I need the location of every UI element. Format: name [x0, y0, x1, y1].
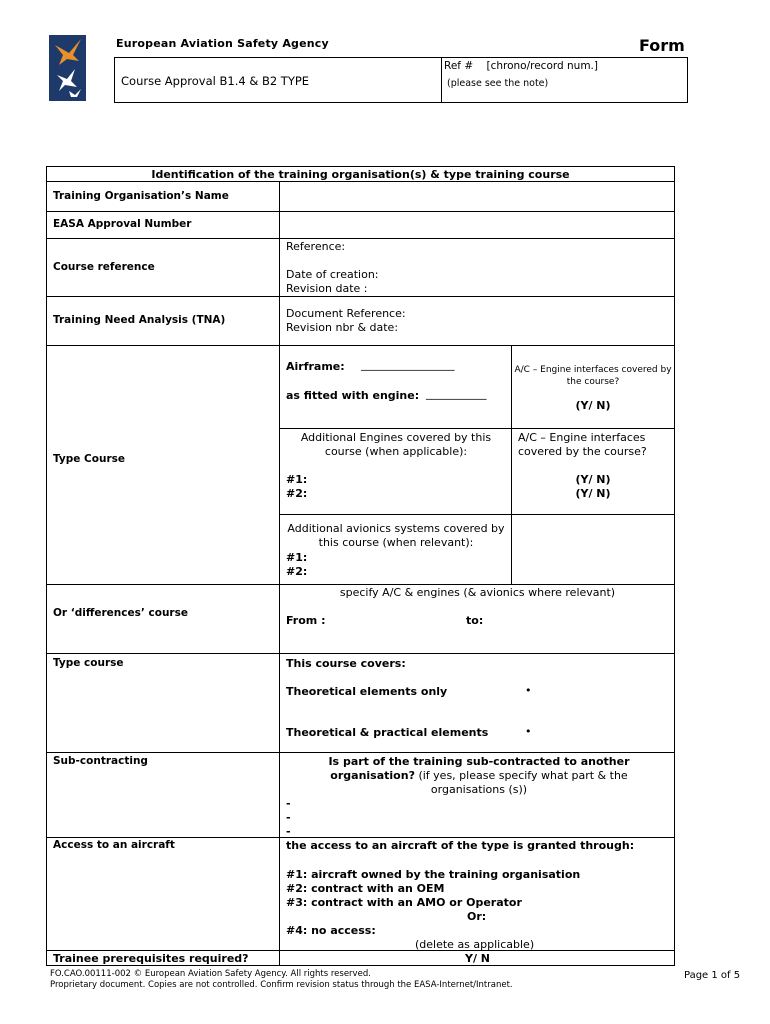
airframe-label: Airframe: — [286, 360, 345, 373]
yn-engine-2[interactable]: (Y/ N) — [575, 487, 611, 500]
header-divider — [441, 57, 442, 103]
label-access: Access to an aircraft — [53, 839, 175, 851]
sub-question-rest: (if yes, please specify what part & the organisations (s)) — [418, 769, 628, 796]
access-option-2[interactable]: #2: contract with an OEM — [286, 882, 445, 895]
course-ref-reference[interactable]: Reference: — [286, 240, 346, 253]
bullet-theo-practical: • — [525, 725, 532, 738]
label-type-course-2: Type course — [53, 657, 124, 669]
bullet-theoretical: • — [525, 684, 532, 697]
engine-field[interactable]: ___________ — [426, 387, 487, 400]
page-number: Page 1 of 5 — [684, 970, 741, 981]
ref-note: (please see the note) — [447, 78, 549, 89]
course-title: Course Approval B1.4 & B2 TYPE — [121, 74, 310, 88]
access-or: Or: — [467, 910, 487, 923]
org-name-field[interactable] — [281, 183, 674, 210]
yn-engine-1[interactable]: (Y/ N) — [575, 473, 611, 486]
label-course-ref: Course reference — [53, 261, 155, 273]
easa-logo — [49, 35, 86, 101]
label-easa-number: EASA Approval Number — [53, 218, 192, 230]
label-differences: Or ‘differences’ course — [53, 607, 188, 619]
add-avionics-label: Additional avionics systems covered by this course (when relevant): — [287, 522, 505, 549]
prereq-yn[interactable]: Y/ N — [464, 952, 491, 965]
sub-question-bold: Is part of the training sub-contracted to another organisation? — [328, 755, 630, 782]
tna-revision[interactable]: Revision nbr & date: — [286, 321, 399, 334]
access-option-1[interactable]: #1: aircraft owned by the training organisation — [286, 868, 581, 881]
label-subcontracting: Sub-contracting — [53, 755, 148, 767]
form-label: Form — [639, 36, 685, 55]
agency-name: European Aviation Safety Agency — [116, 37, 329, 50]
differences-specify: specify A/C & engines (& avionics where relevant) — [339, 586, 616, 599]
access-intro: the access to an aircraft of the type is granted through: — [286, 839, 635, 852]
avionics-2[interactable]: #2: — [286, 565, 308, 578]
footer-copyright: FO.CAO.00111-002 © European Aviation Safety Agency. All rights reserved. — [50, 969, 371, 979]
tna-doc-ref[interactable]: Document Reference: — [286, 307, 406, 320]
easa-number-field[interactable] — [281, 213, 674, 237]
engine-iface-small: A/C – Engine interfaces covered by the course? — [514, 365, 672, 387]
ref-value[interactable]: [chrono/record num.] — [486, 60, 598, 72]
course-ref-revision-date[interactable]: Revision date : — [286, 282, 368, 295]
ref-line — [444, 60, 598, 72]
yn-airframe[interactable]: (Y/ N) — [575, 399, 611, 412]
label-type-course: Type Course — [53, 453, 125, 465]
access-option-3[interactable]: #3: contract with an AMO or Operator — [286, 896, 522, 909]
sub-dash-3[interactable]: - — [286, 825, 291, 838]
ref-label: Ref # — [444, 60, 474, 72]
footer-proprietary: Proprietary document. Copies are not controlled. Confirm revision status through the EASA-Internet/Intranet. — [50, 979, 513, 990]
airframe-field[interactable]: _________________ — [361, 358, 455, 371]
sub-dash-2[interactable]: - — [286, 811, 291, 824]
label-tna: Training Need Analysis (TNA) — [53, 314, 226, 326]
sub-dash-1[interactable]: - — [286, 797, 291, 810]
engine-iface-label: A/C – Engine interfaces covered by the course? — [518, 431, 647, 458]
add-engine-2[interactable]: #2: — [286, 487, 308, 500]
course-ref-date-creation[interactable]: Date of creation: — [286, 268, 379, 281]
differences-to[interactable]: to: — [466, 614, 484, 627]
option-theoretical[interactable]: Theoretical elements only — [286, 685, 448, 698]
access-option-4[interactable]: #4: no access: — [286, 924, 376, 937]
table-title: Identification of the training organisation(s) & type training course — [151, 168, 570, 181]
covers-title: This course covers: — [286, 657, 406, 670]
label-org-name: Training Organisation’s Name — [53, 190, 229, 202]
add-engine-1[interactable]: #1: — [286, 473, 308, 486]
differences-from[interactable]: From : — [286, 614, 326, 627]
access-delete-note: (delete as applicable) — [415, 938, 535, 951]
engine-label: as fitted with engine: — [286, 389, 420, 402]
footer — [50, 969, 513, 990]
label-prereq: Trainee prerequisites required? — [53, 952, 249, 965]
option-theo-practical[interactable]: Theoretical & practical elements — [286, 726, 489, 739]
sub-question — [300, 755, 658, 797]
avionics-1[interactable]: #1: — [286, 551, 308, 564]
add-engines-label: Additional Engines covered by this course (when applicable): — [300, 431, 492, 458]
